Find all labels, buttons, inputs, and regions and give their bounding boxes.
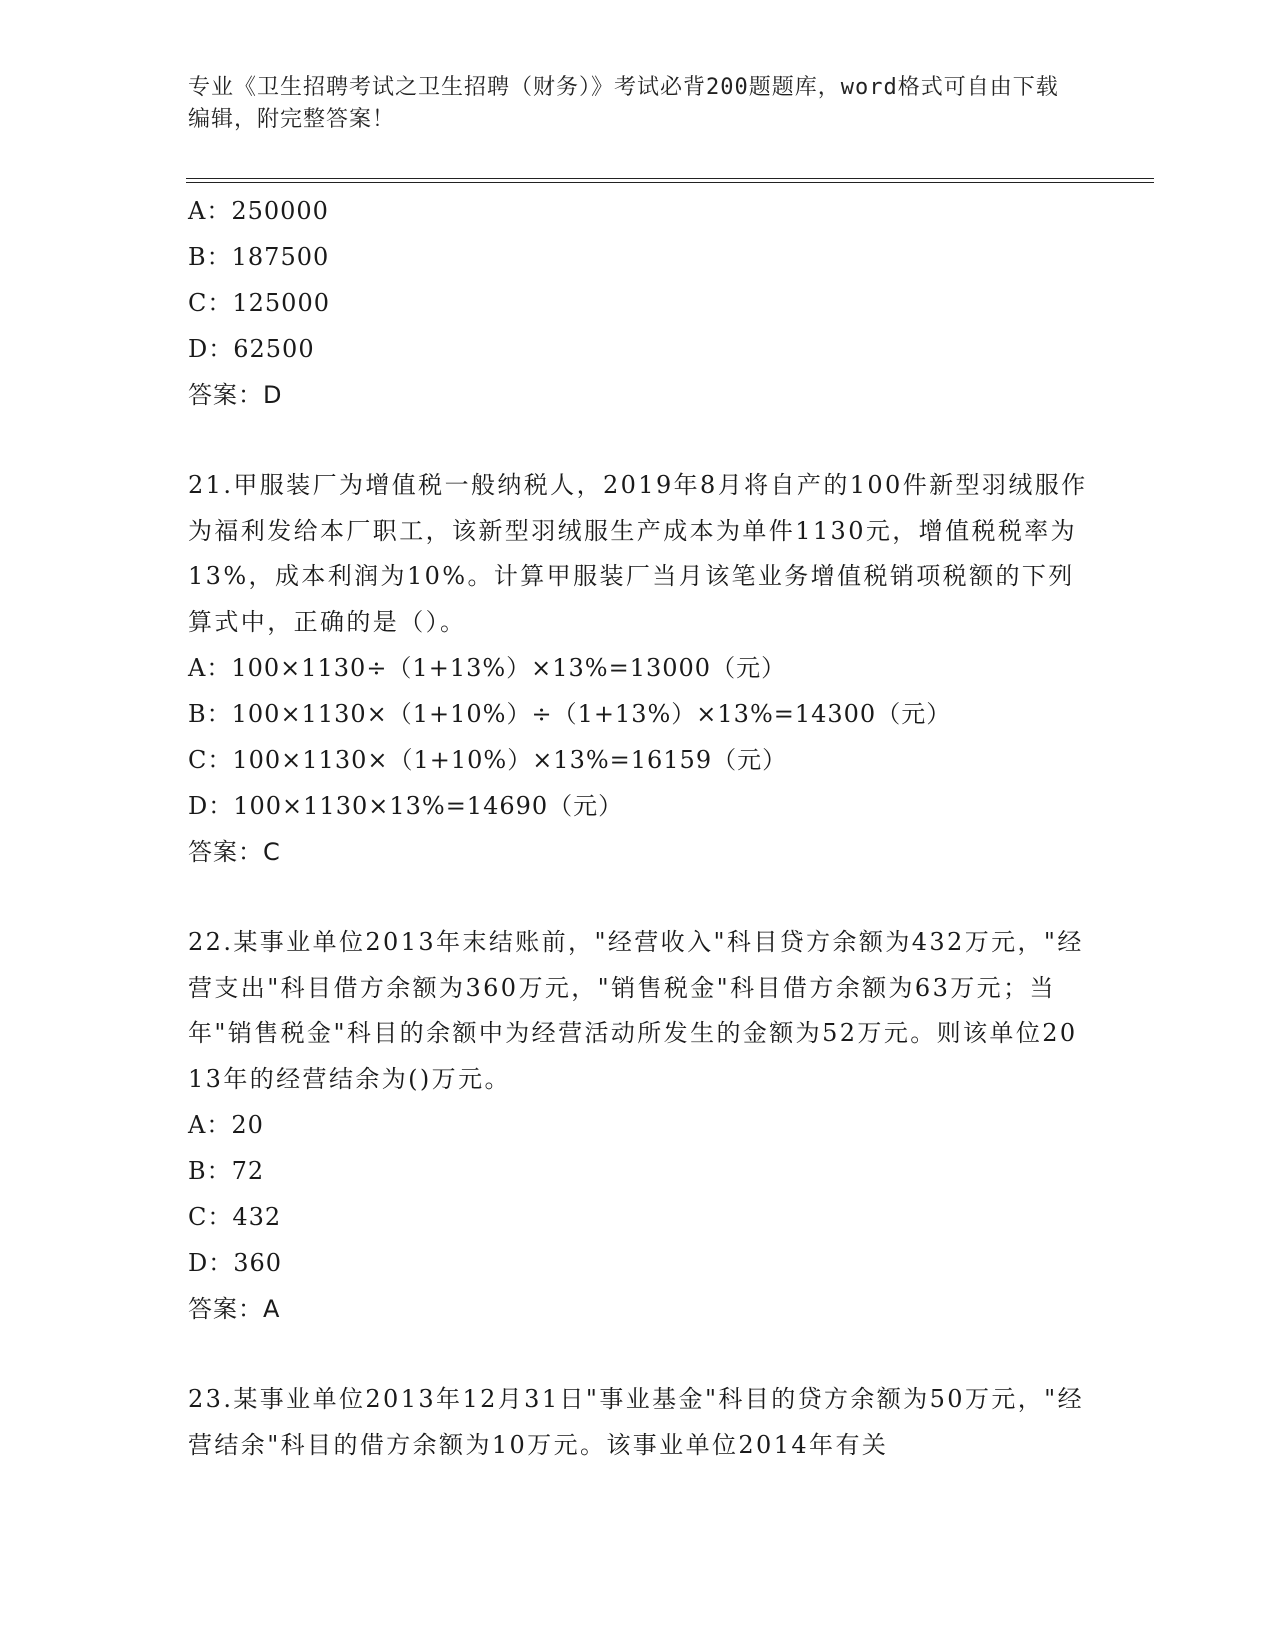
option-c: C：432 [188, 1203, 282, 1231]
option-b: B：187500 [188, 243, 330, 271]
document-body [188, 188, 1088, 1468]
question-block-20 [188, 188, 1068, 418]
document-title: 专业《卫生招聘考试之卫生招聘（财务）》考试必背200题题库，word格式可自由下载编辑，附完整答案！ [188, 75, 1059, 132]
question-text: 23.某事业单位2013年12月31日"事业基金"科目的贷方余额为50万元，"经营结余"科目的借方余额为10万元。该事业单位2014年有关 [188, 1385, 1084, 1459]
answer-line: 答案：C [188, 838, 281, 866]
option-c: C：125000 [188, 289, 330, 317]
header-rule-bottom [186, 182, 1154, 183]
block-spacer [188, 875, 1068, 920]
option-b: B：100×1130×（1+10%）÷（1+13%）×13%=14300（元） [188, 700, 952, 728]
answer-line: 答案：D [188, 381, 283, 409]
option-b: B：72 [188, 1157, 265, 1185]
option-a: A：100×1130÷（1+13%）×13%=13000（元） [188, 654, 787, 682]
question-block-22 [188, 920, 1084, 1332]
option-d: D：100×1130×13%=14690（元） [188, 792, 624, 820]
answer-line: 答案：A [188, 1295, 281, 1323]
option-a: A：250000 [188, 197, 329, 225]
option-a: A：20 [188, 1111, 264, 1139]
option-d: D：360 [188, 1249, 283, 1277]
option-d: D：62500 [188, 335, 315, 363]
option-c: C：100×1130×（1+10%）×13%=16159（元） [188, 746, 788, 774]
block-spacer [188, 1332, 1068, 1377]
question-block-23 [188, 1377, 1084, 1468]
question-text: 22.某事业单位2013年末结账前，"经营收入"科目贷方余额为432万元，"经营支出"科目借方余额为360万元，"销售税金"科目借方余额为63万元；当年"销售税金"科目的余额中为经营活动所发生的金额为52万元。则该单位2013年的经营结余为()万元。 [188, 928, 1084, 1093]
question-text: 21.甲服装厂为增值税一般纳税人，2019年8月将自产的100件新型羽绒服作为福利发给本厂职工，该新型羽绒服生产成本为单件1130元，增值税税率为13%，成本利润为10%。计算甲服装厂当月该笔业务增值税销项税额的下列算式中，正确的是（）。 [188, 471, 1088, 636]
question-block-21 [188, 463, 1088, 875]
block-spacer [188, 418, 1068, 463]
header-rule-top [186, 178, 1154, 179]
document-header [188, 72, 1068, 136]
